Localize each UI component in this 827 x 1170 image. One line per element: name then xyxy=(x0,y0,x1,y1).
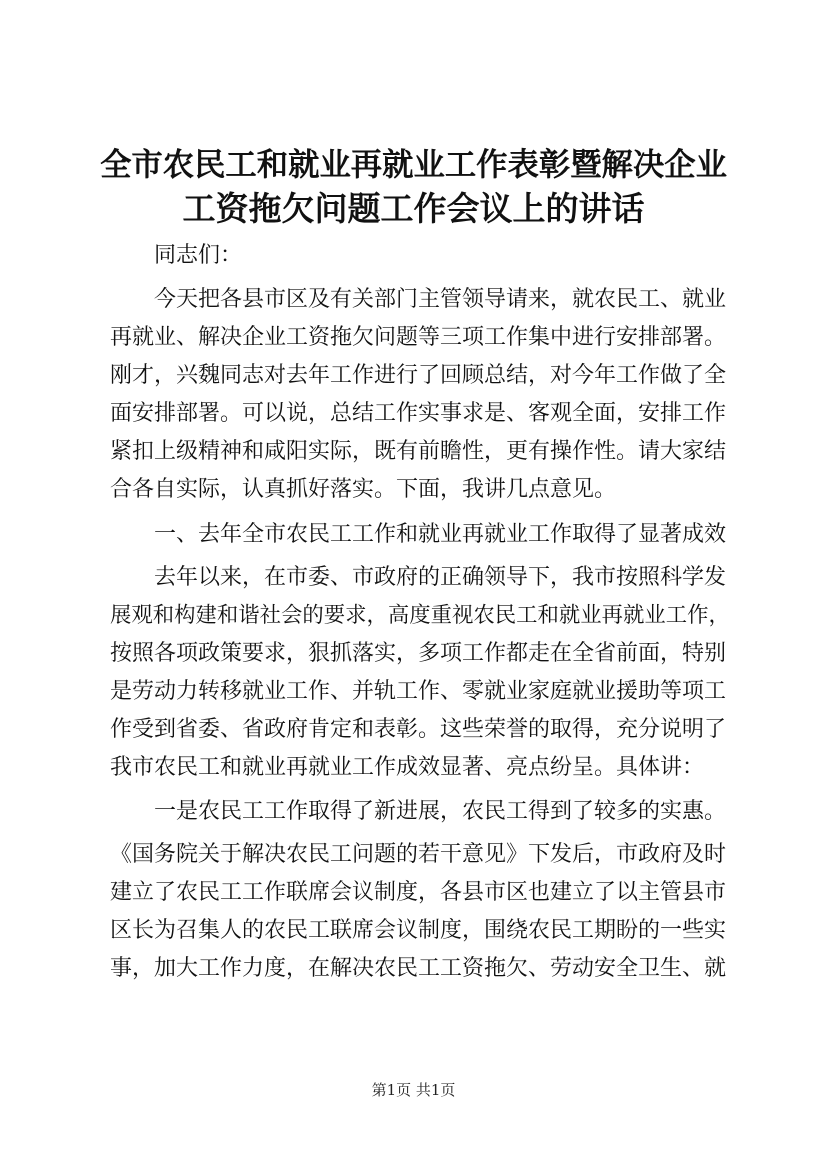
body-line: 今天把各县市区及有关部门主管领导请来，就农民工、就业 xyxy=(110,287,727,312)
body-line: 面安排部署。可以说，总结工作实事求是、客观全面，安排工作 xyxy=(110,401,727,426)
section-heading: 一、去年全市农民工工作和就业再就业工作取得了显著成效 xyxy=(110,522,727,547)
body-line: 紧扣上级精神和咸阳实际，既有前瞻性，更有操作性。请大家结 xyxy=(110,439,727,464)
document-title-line-1: 全市农民工和就业再就业工作表彰暨解决企业 xyxy=(100,147,727,183)
body-line: 去年以来，在市委、市政府的正确领导下，我市按照科学发 xyxy=(110,565,727,590)
body-line: 再就业、解决企业工资拖欠问题等三项工作集中进行安排部署。 xyxy=(110,325,727,350)
body-line: 建立了农民工工作联席会议制度，各县市区也建立了以主管县市 xyxy=(110,880,727,905)
body-line: 区长为召集人的农民工联席会议制度，围绕农民工期盼的一些实 xyxy=(110,918,727,943)
body-line: 展观和构建和谐社会的要求，高度重视农民工和就业再就业工作， xyxy=(110,603,730,628)
body-line: 刚才，兴魏同志对去年工作进行了回顾总结，对今年工作做了全 xyxy=(110,363,727,388)
body-line: 是劳动力转移就业工作、并轨工作、零就业家庭就业援助等项工 xyxy=(110,679,727,704)
body-line: 作受到省委、省政府肯定和表彰。这些荣誉的取得，充分说明了 xyxy=(110,717,727,742)
page-footer: 第1页 共1页 xyxy=(371,1081,456,1099)
body-line: 同志们： xyxy=(110,243,243,268)
body-line: 合各自实际，认真抓好落实。下面，我讲几点意见。 xyxy=(110,477,617,502)
body-line: 一是农民工工作取得了新进展，农民工得到了较多的实惠。 xyxy=(110,799,727,824)
body-line: 我市农民工和就业再就业工作成效显著、亮点纷呈。具体讲： xyxy=(110,755,705,780)
body-line: 《国务院关于解决农民工问题的若干意见》下发后，市政府及时 xyxy=(110,842,727,867)
document-title-line-2: 工资拖欠问题工作会议上的讲话 xyxy=(182,189,645,228)
body-line: 按照各项政策要求，狠抓落实，多项工作都走在全省前面，特别 xyxy=(110,641,727,666)
body-line: 事，加大工作力度，在解决农民工工资拖欠、劳动安全卫生、就 xyxy=(110,956,727,981)
